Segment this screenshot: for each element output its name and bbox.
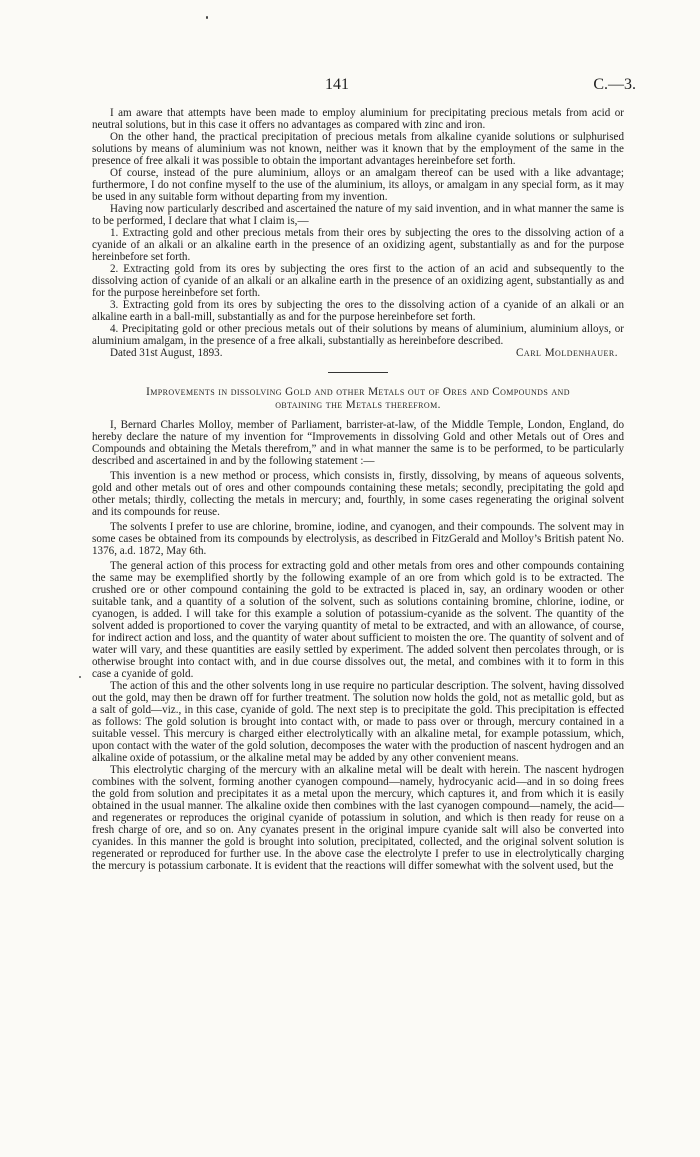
claim-1: 1. Extracting gold and other precious metals from their ores by subjecting the ores to the dissolving action of a cyanide of an alkali or an alkaline earth in the presence of an oxidizing agent, substantially as and for the purpose hereinbefore set forth. xyxy=(92,227,624,263)
patent-claims-section xyxy=(92,107,624,359)
scan-speck xyxy=(79,676,81,678)
date-text: Dated 31st August, 1893. xyxy=(110,347,223,359)
paragraph: I am aware that attempts have been made to employ aluminium for precipitating precious metals from acid or neutral solutions, but in this case it offers no advantages as compared with zinc and iron. xyxy=(92,107,624,131)
paragraph: On the other hand, the practical precipitation of precious metals from alkaline cyanide solutions or sulphurised solutions by means of aluminium was not known, neither was it known that by the employment of the same in the presence of free alkali it was possible to obtain the important advantages hereinbefore set forth. xyxy=(92,131,624,167)
paragraph: I, Bernard Charles Molloy, member of Parliament, barrister-at-law, of the Middle Temple, London, England, do hereby declare the nature of my invention for “Improvements in dissolving Gold and other Metals out of Ores and Compounds and obtaining the Metals therefrom,” and in what manner the same is to be performed, to be particularly described and ascertained in and by the following statement :— xyxy=(92,419,624,467)
claim-2: 2. Extracting gold from its ores by subjecting the ores first to the action of an acid and subsequently to the dissolving action of cyanide of an alkali or an alkaline earth in the presence of an oxidizing agent, substantially as and for the purpose hereinbefore set forth. xyxy=(92,263,624,299)
section-title xyxy=(92,386,624,412)
paragraph: Of course, instead of the pure aluminium, alloys or an amalgam thereof can be used with a like advantage; furthermore, I do not confine myself to the use of the aluminium, its alloys, or amalgam in any special form, as it may be used in any suitable form without departing from my invention. xyxy=(92,167,624,203)
section-title-line: Improvements in dissolving Gold and other Metals out of Ores and Compounds and xyxy=(146,386,570,398)
page-header xyxy=(0,76,700,96)
patent-specification-section xyxy=(92,386,624,872)
paragraph: This electrolytic charging of the mercury with an alkaline metal will be dealt with herein. The nascent hydrogen combines with the solvent, forming another cyanogen compound—namely, hydrocyanic acid—and in so doing frees the gold from solution and precipitates it as a metal upon the mercury, which captures it, and from which it is easily obtained in the usual manner. The alkaline oxide then combines with the last cyanogen compound—namely, the acid—and regenerates or reproduces the original cyanide of potassium in solution, and which is then ready for reuse on a fresh charge of ore, and so on. Any cyanates present in the original impure cyanide salt will also be converted into cyanides. In this manner the gold is brought into solution, precipitated, collected, and the original solvent solution is regenerated or reproduced for further use. In the above case the electrolyte I prefer to use in electrolytically charging the mercury is potassium carbonate. It is evident that the reactions will differ somewhat with the solvent used, but the xyxy=(92,764,624,872)
paragraph: The general action of this process for extracting gold and other metals from ores and other compounds containing the same may be exemplified shortly by the following example of an ore from which gold is to be extracted. The crushed ore or other compound containing the gold to be extracted is placed in, say, an ordinary wooden or other suitable tank, and a quantity of a solution of the solvent, such as solutions containing bromine, chlorine, iodine, or cyanogen, is added. I will take for this example a solution of potassium-cyanide as the solvent. The quantity of the solvent added is proportioned to cover the varying quantity of metal to be extracted, and with an allowance, of course, for indirect action and loss, and the quantity of water about sufficient to moisten the ore. The quantity of solvent and of water will vary, and these quantities are easily settled by experiment. The added solvent then percolates through, or is otherwise brought into contact with, and in due course dissolves out, the metal, and combines with it to form in this case a cyanide of gold. xyxy=(92,560,624,680)
section-title-line: obtaining the Metals therefrom. xyxy=(275,399,441,411)
page-number: 141 xyxy=(325,76,349,93)
document-body xyxy=(92,107,624,872)
paragraph: The action of this and the other solvents long in use require no particular description. The solvent, having dissolved out the gold, may then be drawn off for further treatment. The solution now holds the gold, not as metallic gold, but as a salt of gold—viz., in this case, cyanide of gold. The next step is to precipitate the gold. This precipitation is effected as follows: The gold solution is brought into contact with, or made to pass over or through, mercury contained in a suitable vessel. This mercury is charged either electrolytically with an alkaline metal, for example potassium, which, upon contact with the water of the gold solution, decomposes the water with the production of nascent hydrogen and an alkaline oxide of potassium, or the alkaline metal may be added by any other convenient means. xyxy=(92,680,624,764)
scan-speck xyxy=(206,16,208,19)
section-divider xyxy=(328,372,388,373)
claim-4: 4. Precipitating gold or other precious metals out of their solutions by means of aluminium, aluminium alloys, or aluminium amalgam, in the presence of a free alkali, substantially as hereinbefore described. xyxy=(92,323,624,347)
paragraph: This invention is a new method or process, which consists in, firstly, dissolving, by means of aqueous solvents, gold and other metals out of ores and other compounds containing these metals; secondly, precipitating the gold and other metals; thirdly, collecting the metals in mercury; and, fourthly, in some cases regenerating the original solvent and its compounds for reuse. xyxy=(92,470,624,518)
document-reference: C.—3. xyxy=(593,76,636,93)
claim-3: 3. Extracting gold from its ores by subjecting the ores to the dissolving action of a cyanide of an alkali or an alkaline earth in a ball-mill, substantially as and for the purpose hereinbefore set forth. xyxy=(92,299,624,323)
paragraph: Having now particularly described and ascertained the nature of my said invention, and in what manner the same is to be performed, I declare that what I claim is,— xyxy=(92,203,624,227)
signature: Carl Moldenhauer. xyxy=(516,347,618,359)
paragraph: The solvents I prefer to use are chlorine, bromine, iodine, and cyanogen, and their compounds. The solvent may in some cases be obtained from its compounds by electrolysis, as described in FitzGerald and Molloy’s British patent No. 1376, a.d. 1872, May 6th. xyxy=(92,521,624,557)
dated-line xyxy=(92,347,624,359)
